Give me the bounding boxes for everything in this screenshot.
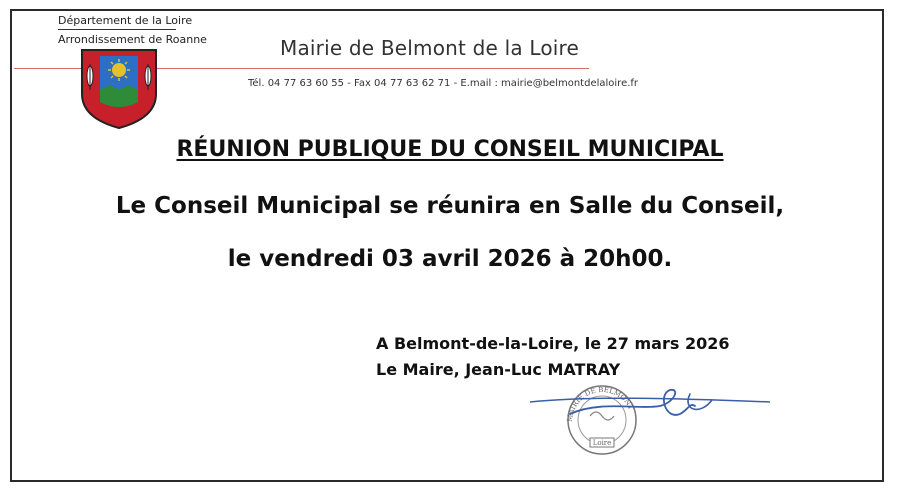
notice-heading: RÉUNION PUBLIQUE DU CONSEIL MUNICIPAL bbox=[176, 137, 724, 162]
place-and-date: A Belmont-de-la-Loire, le 27 mars 2026 bbox=[376, 334, 730, 353]
coat-of-arms-icon bbox=[78, 46, 160, 130]
notice-line-1: Le Conseil Municipal se réunira en Salle du Conseil, bbox=[115, 193, 785, 219]
department-label: Département de la Loire bbox=[58, 14, 193, 27]
stamp-text: MAIRIE DE BELMONT bbox=[565, 385, 636, 423]
notice-line-2: le vendredi 03 avril 2026 à 20h00. bbox=[227, 246, 673, 272]
mairie-title: Mairie de Belmont de la Loire bbox=[280, 36, 580, 60]
stamp-and-signature-icon bbox=[530, 380, 780, 460]
arrondissement-label: Arrondissement de Roanne bbox=[58, 33, 207, 46]
department-underline bbox=[58, 29, 176, 30]
signatory: Le Maire, Jean-Luc MATRAY bbox=[376, 360, 621, 379]
stamp-bottom-label: Loire bbox=[592, 439, 612, 447]
contact-info: Tél. 04 77 63 60 55 - Fax 04 77 63 62 71 - E.mail : mairie@belmontdelaloire.fr bbox=[248, 78, 639, 89]
